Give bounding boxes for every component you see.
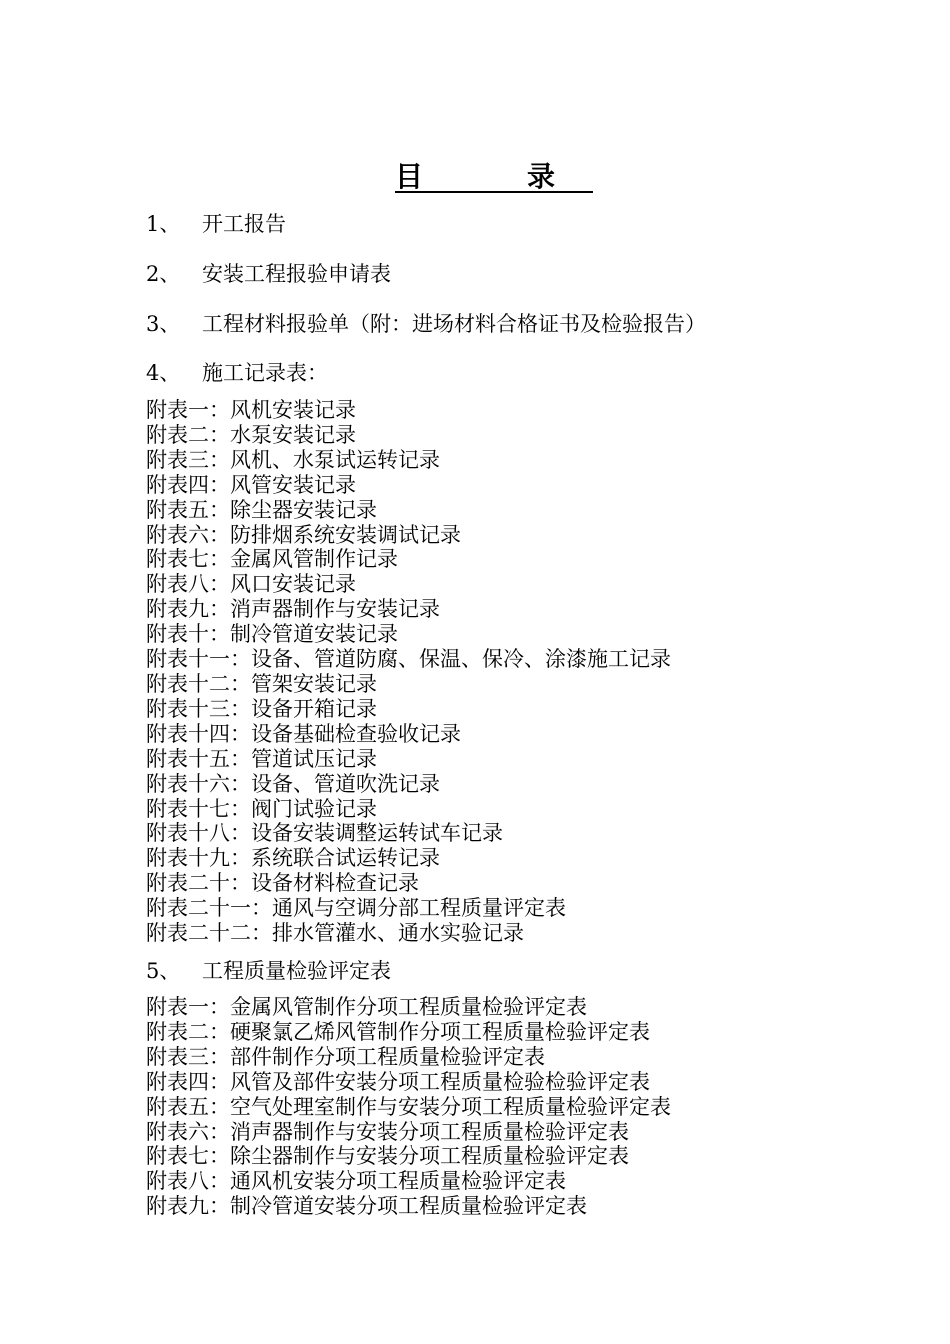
quality-tables-list — [146, 995, 671, 1219]
list-item: 附表六：消声器制作与安装分项工程质量检验评定表 — [146, 1119, 629, 1144]
list-item: 附表一：风机安装记录 — [146, 398, 356, 422]
list-item: 附表二十二：排水管灌水、通水实验记录 — [146, 921, 524, 946]
list-item: 附表二十：设备材料检查记录 — [146, 871, 419, 896]
list-item: 附表八：风口安装记录 — [146, 572, 356, 597]
list-item: 附表十八：设备安装调整运转试车记录 — [146, 821, 503, 846]
construction-records-list — [146, 398, 671, 946]
list-item: 附表十：制冷管道安装记录 — [146, 622, 398, 647]
list-item: 附表五：除尘器安装记录 — [146, 497, 377, 522]
section-label: 工程材料报验单（附：进场材料合格证书及检验报告） — [202, 312, 706, 336]
section-number: 2、 — [146, 262, 181, 286]
section-label: 安装工程报验申请表 — [202, 262, 391, 286]
list-item: 附表四：风管及部件安装分项工程质量检验检验评定表 — [146, 1069, 650, 1094]
list-item: 附表七：除尘器制作与安装分项工程质量检验评定表 — [146, 1144, 629, 1169]
list-item: 附表九：制冷管道安装分项工程质量检验评定表 — [146, 1194, 587, 1219]
section-number: 3、 — [146, 312, 181, 336]
list-item: 附表十九：系统联合试运转记录 — [146, 846, 440, 871]
list-item: 附表九：消声器制作与安装记录 — [146, 597, 440, 622]
list-item: 附表三：部件制作分项工程质量检验评定表 — [146, 1044, 545, 1069]
list-item: 附表十二：管架安装记录 — [146, 671, 377, 696]
list-item: 附表一：金属风管制作分项工程质量检验评定表 — [146, 995, 587, 1019]
list-item: 附表二十一：通风与空调分部工程质量评定表 — [146, 896, 566, 921]
section-number: 4、 — [146, 361, 181, 385]
section-1 — [146, 210, 286, 238]
section-number: 5、 — [146, 959, 181, 983]
section-label: 施工记录表： — [202, 361, 328, 385]
section-label: 开工报告 — [202, 212, 286, 236]
section-3 — [146, 310, 706, 338]
section-4 — [146, 359, 328, 387]
section-number: 1、 — [146, 212, 181, 236]
list-item: 附表八：通风机安装分项工程质量检验评定表 — [146, 1169, 566, 1194]
section-5 — [146, 957, 391, 985]
section-2 — [146, 260, 391, 288]
list-item: 附表五：空气处理室制作与安装分项工程质量检验评定表 — [146, 1094, 671, 1119]
list-item: 附表十四：设备基础检查验收记录 — [146, 721, 461, 746]
list-item: 附表二：硬聚氯乙烯风管制作分项工程质量检验评定表 — [146, 1019, 650, 1044]
list-item: 附表六：防排烟系统安装调试记录 — [146, 522, 461, 547]
list-item: 附表十五：管道试压记录 — [146, 746, 377, 771]
list-item: 附表二：水泵安装记录 — [146, 422, 356, 447]
list-item: 附表三：风机、水泵试运转记录 — [146, 447, 440, 472]
page-title — [0, 155, 950, 195]
list-item: 附表十一：设备、管道防腐、保温、保冷、涂漆施工记录 — [146, 647, 671, 672]
list-item: 附表十七：阀门试验记录 — [146, 796, 377, 821]
section-label: 工程质量检验评定表 — [202, 959, 391, 983]
list-item: 附表十六：设备、管道吹洗记录 — [146, 771, 440, 796]
list-item: 附表七：金属风管制作记录 — [146, 547, 398, 572]
list-item: 附表四：风管安装记录 — [146, 472, 356, 497]
list-item: 附表十三：设备开箱记录 — [146, 696, 377, 721]
page-title-text: 目 录 — [394, 160, 593, 193]
